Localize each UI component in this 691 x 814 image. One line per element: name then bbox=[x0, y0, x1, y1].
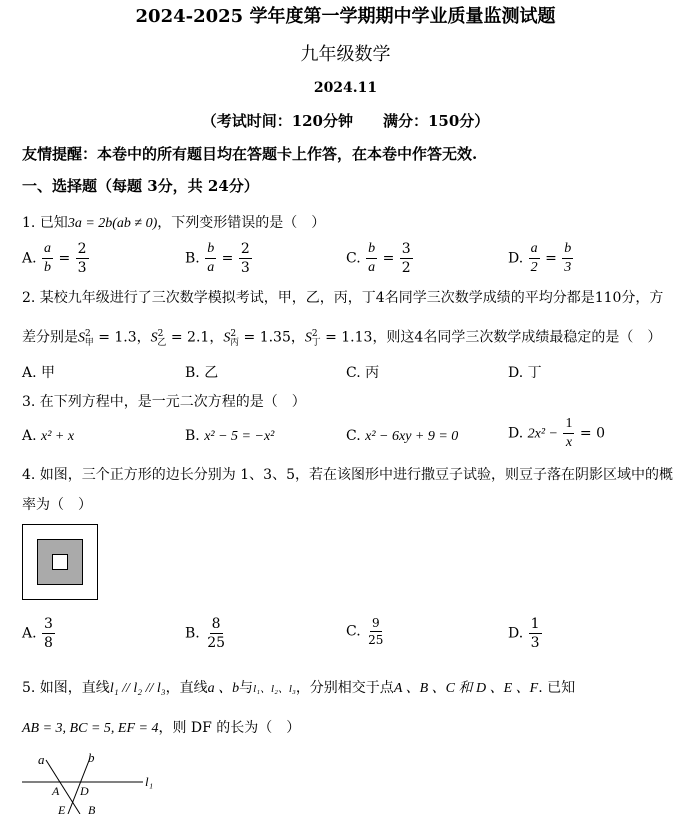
question-2-line1: 2. 某校九年级进行了三次数学模拟考试，甲，乙，丙，丁4名同学三次数学成绩的平均分都是110分，方 bbox=[22, 290, 664, 306]
q2-option-c[interactable]: C. 丙 bbox=[346, 365, 380, 381]
q1-option-d[interactable]: D. $\frac{a}{2}$ = $\frac{b}{3}$ bbox=[508, 241, 572, 275]
q3-option-a[interactable]: A. x² + x bbox=[22, 428, 75, 444]
question-4-line2: 率为（ ） bbox=[22, 497, 92, 513]
label-b: b bbox=[88, 750, 95, 765]
exam-title: 2024-2025 学年度第一学期期中学业质量监测试题 bbox=[135, 6, 556, 27]
label-a: a bbox=[38, 752, 45, 767]
q1-number: 1. bbox=[22, 215, 36, 231]
question-4-line1: 4. 如图，三个正方形的边长分别为 1、3、5，若在该图形中进行撒豆子试验，则豆子落在阴影区域中的概 bbox=[22, 467, 673, 483]
q5-parallel-lines-figure bbox=[18, 748, 168, 814]
q2-option-a[interactable]: A. 甲 bbox=[22, 365, 56, 381]
label-B: B bbox=[88, 803, 96, 814]
q3-option-c[interactable]: C. x² − 6xy + 9 = 0 bbox=[346, 428, 459, 444]
question-2-line2: 差分别是$S^2_甲 = 1.3$，$S^2_乙 = 2.1$，$S^2_丙 = 1.35$，$S^2_丁 = 1.13$，则这4名同学三次数学成绩最稳定的是（ ） bbox=[22, 329, 662, 349]
exam-date: 2024.11 bbox=[313, 80, 378, 96]
q3-option-d[interactable]: D. 2x² − $\frac{1}{x}$ = 0 bbox=[508, 416, 605, 450]
label-l1: l₁ bbox=[145, 774, 154, 789]
label-E: E bbox=[58, 803, 66, 814]
label-D: D bbox=[80, 784, 89, 798]
q1-option-b[interactable]: B. $\frac{b}{a}$ = $\frac{2}{3}$ bbox=[185, 241, 250, 276]
label-A: A bbox=[52, 784, 60, 798]
question-3: 3. 在下列方程中，是一元二次方程的是（ ） bbox=[22, 394, 306, 410]
q4-nested-squares-figure bbox=[22, 524, 98, 600]
question-5-line2: AB = 3, BC = 5, EF = 4，则 DF 的长为（ ） bbox=[22, 720, 301, 736]
q4-option-a[interactable]: A. $\frac{3}{8}$ bbox=[22, 616, 53, 651]
exam-info: （考试时间：120分钟 满分：150分） bbox=[201, 112, 490, 130]
inner-square bbox=[53, 555, 68, 570]
q4-option-d[interactable]: D. $\frac{1}{3}$ bbox=[508, 616, 540, 651]
q2-option-d[interactable]: D. 丁 bbox=[508, 365, 542, 381]
q4-option-c[interactable]: C. $\frac{9}{25}$ bbox=[346, 616, 384, 647]
notice: 友情提醒：本卷中的所有题目均在答题卡上作答，在本卷中作答无效. bbox=[22, 145, 478, 163]
question-1 bbox=[22, 213, 325, 234]
section-title: 一、选择题（每题 3分，共 24分） bbox=[22, 177, 259, 195]
exam-subtitle: 九年级数学 bbox=[300, 44, 391, 65]
q1-condition: 3a = 2b(ab ≠ 0) bbox=[67, 216, 158, 231]
question-5-line1: 5. 如图，直线l₁ // l₂ // l₃，直线a 、b与l₁、l₂、l₃，分别相交于点A 、B 、C 和 D 、E 、F. 已知 bbox=[22, 680, 576, 696]
q2-option-b[interactable]: B. 乙 bbox=[185, 365, 219, 381]
q3-option-b[interactable]: B. x² − 5 = −x² bbox=[185, 428, 275, 444]
q1-post: ，下列变形错误的是（ ） bbox=[157, 215, 326, 231]
q1-option-a[interactable]: A. $\frac{a}{b}$ = $\frac{2}{3}$ bbox=[22, 241, 87, 276]
q1-option-c[interactable]: C. $\frac{b}{a}$ = $\frac{3}{2}$ bbox=[346, 241, 411, 276]
q4-option-b[interactable]: B. $\frac{8}{25}$ bbox=[185, 616, 226, 651]
q1-pre: 已知 bbox=[39, 215, 68, 231]
